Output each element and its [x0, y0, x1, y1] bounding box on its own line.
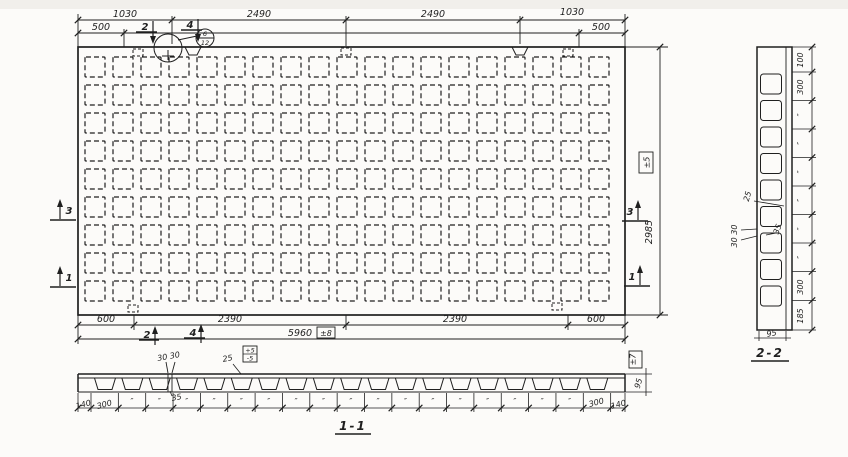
svg-text:1: 1 — [65, 273, 73, 284]
dim-100-s22: 100 — [796, 52, 805, 68]
coffer-cell — [477, 197, 497, 217]
plan-bottom-dimensions — [75, 314, 628, 345]
dim-140-left-s11: 140 — [74, 398, 92, 411]
dim-1030-left: 1030 — [112, 9, 138, 20]
coffer-cell — [141, 197, 161, 217]
coffer-cell — [589, 197, 609, 217]
dim-30-30-s11: 30 30 — [156, 350, 181, 363]
coffer-cell — [505, 169, 525, 189]
section-mark-3-left — [50, 199, 76, 220]
coffer-cell — [197, 281, 217, 301]
edge-marks — [128, 47, 573, 312]
coffer-cell — [365, 281, 385, 301]
coffer-cell — [281, 113, 301, 133]
section-mark-1-right — [624, 265, 650, 286]
coffer-cell — [337, 281, 357, 301]
tolerance-height: ±5 — [642, 156, 652, 169]
dim-2490-left: 2490 — [246, 9, 272, 20]
plan-top-dimensions — [75, 7, 628, 47]
section-2-2-title: 2-2 — [756, 346, 784, 360]
lifting-slot-top-left — [185, 47, 201, 55]
coffer-cell — [309, 253, 329, 273]
dim-600-right: 600 — [586, 314, 606, 325]
coffer-cell — [337, 113, 357, 133]
coffer-cell — [309, 113, 329, 133]
ditto-mark: ″ — [349, 397, 353, 406]
coffer-cell — [141, 57, 161, 77]
dim-2390-left: 2390 — [217, 314, 243, 325]
coffer-cell — [505, 141, 525, 161]
svg-text:3: 3 — [65, 206, 73, 217]
coffer-cell — [309, 169, 329, 189]
ditto-mark: ″ — [796, 170, 805, 174]
edge-mark-top-mid — [341, 48, 351, 55]
coffer-cell — [393, 253, 413, 273]
coffer-cell — [281, 57, 301, 77]
coffer-cell — [281, 141, 301, 161]
coffer-cell — [589, 113, 609, 133]
coffer-cell — [85, 225, 105, 245]
section-2-2 — [730, 44, 816, 361]
coffer-cell — [281, 85, 301, 105]
coffer-cell — [141, 169, 161, 189]
coffer-cell — [449, 253, 469, 273]
coffer-cell — [85, 85, 105, 105]
coffer-cell — [141, 113, 161, 133]
dim-500-left: 500 — [91, 22, 111, 33]
section-1-1-height-dim — [625, 351, 652, 396]
coffer-cell — [561, 57, 581, 77]
coffer-cell — [589, 225, 609, 245]
svg-text:1: 1 — [628, 272, 636, 283]
rib-void — [259, 378, 280, 390]
coffer-cell — [589, 85, 609, 105]
coffer-cell — [169, 197, 189, 217]
coffer-cell — [449, 85, 469, 105]
ditto-mark: ″ — [458, 397, 462, 406]
rib-void — [761, 74, 782, 94]
rib-void — [313, 378, 334, 390]
coffer-cell — [309, 225, 329, 245]
rib-void — [450, 378, 471, 390]
coffer-cell — [393, 57, 413, 77]
ditto-mark: ″ — [796, 141, 805, 145]
coffer-cell — [421, 253, 441, 273]
section-mark-4-bottom — [184, 324, 205, 343]
coffer-cell — [253, 141, 273, 161]
svg-text:2: 2 — [143, 330, 151, 341]
coffer-cell — [169, 113, 189, 133]
rib-void — [204, 378, 225, 390]
coffer-cell — [477, 85, 497, 105]
dim-95-height-s11: 95 — [632, 377, 645, 390]
coffer-cell — [337, 253, 357, 273]
coffer-cell — [113, 253, 133, 273]
dim-185-s22: 185 — [796, 308, 805, 324]
section-mark-2-top — [136, 21, 157, 44]
rib-void — [423, 378, 444, 390]
ditto-mark: ″ — [486, 397, 490, 406]
coffer-cell — [225, 197, 245, 217]
coffer-cell — [589, 141, 609, 161]
coffer-cell — [449, 281, 469, 301]
coffer-cell — [281, 197, 301, 217]
rib-void — [761, 207, 782, 227]
rib-void — [761, 101, 782, 121]
coffer-cell — [197, 253, 217, 273]
dim-300-left-s11: 300 — [95, 398, 113, 411]
coffer-cell — [365, 225, 385, 245]
coffer-cell — [337, 197, 357, 217]
rib-void — [761, 233, 782, 253]
tolerance-95: ±7 — [628, 353, 638, 366]
rib-void — [177, 378, 198, 390]
coffer-cell — [533, 85, 553, 105]
dim-300-right-s11: 300 — [587, 396, 605, 409]
coffer-cell — [533, 113, 553, 133]
rib-void — [95, 378, 116, 390]
rib-void — [761, 127, 782, 147]
coffer-cell — [477, 253, 497, 273]
coffer-cell — [561, 253, 581, 273]
section-1-1-dittos — [131, 397, 572, 406]
coffer-cell — [141, 253, 161, 273]
coffer-cell — [281, 169, 301, 189]
coffer-cell — [197, 169, 217, 189]
dim-35-slot-s22: 35 — [771, 222, 784, 236]
coffer-cell — [421, 169, 441, 189]
rib-void — [559, 378, 580, 390]
edge-mark-top-left — [133, 49, 143, 56]
lifting-slot-top-right — [512, 47, 528, 55]
coffer-cell — [393, 141, 413, 161]
rib-void — [368, 378, 389, 390]
ditto-mark: ″ — [431, 397, 435, 406]
coffer-cell — [113, 197, 133, 217]
coffer-cell — [477, 113, 497, 133]
coffer-cell — [253, 225, 273, 245]
coffer-cell — [225, 57, 245, 77]
ditto-mark: ″ — [294, 397, 298, 406]
coffer-cell — [85, 169, 105, 189]
coffer-cell — [505, 113, 525, 133]
rib-void — [231, 378, 252, 390]
ditto-mark: ″ — [185, 397, 189, 406]
dim-300-bottom-s22: 300 — [796, 279, 805, 295]
coffer-cell — [589, 169, 609, 189]
coffer-cell — [197, 57, 217, 77]
ditto-mark: ″ — [796, 227, 805, 231]
coffer-cell — [197, 141, 217, 161]
coffer-cell — [589, 281, 609, 301]
edge-mark-bottom-right — [552, 303, 562, 310]
coffer-cell — [449, 141, 469, 161]
coffer-cell — [281, 281, 301, 301]
rib-void — [477, 378, 498, 390]
ditto-mark: ″ — [540, 397, 544, 406]
coffer-cell — [561, 169, 581, 189]
coffer-cell — [113, 225, 133, 245]
svg-text:4: 4 — [189, 328, 197, 339]
coffer-cell — [113, 113, 133, 133]
coffer-cell — [197, 225, 217, 245]
coffer-cell — [393, 225, 413, 245]
svg-text:2: 2 — [141, 22, 149, 33]
tolerance-flange-plus: +5 — [245, 346, 255, 355]
rib-void — [761, 260, 782, 280]
coffer-cell — [561, 85, 581, 105]
callout-detail-number: 6 — [202, 30, 208, 38]
coffer-cell — [393, 113, 413, 133]
coffer-cell — [561, 113, 581, 133]
rib-void — [122, 378, 143, 390]
coffer-cell — [337, 225, 357, 245]
coffer-cell — [225, 253, 245, 273]
coffer-cell — [169, 225, 189, 245]
coffer-cell — [225, 85, 245, 105]
coffer-cell — [141, 225, 161, 245]
coffer-cell — [85, 281, 105, 301]
coffer-cell — [477, 281, 497, 301]
plan-coffer-grid — [85, 57, 609, 301]
coffer-cell — [281, 253, 301, 273]
rib-void — [532, 378, 553, 390]
section-1-1 — [75, 346, 652, 434]
coffer-cell — [85, 253, 105, 273]
coffer-cell — [113, 169, 133, 189]
rib-void — [395, 378, 416, 390]
coffer-cell — [197, 85, 217, 105]
coffer-cell — [421, 281, 441, 301]
dim-95-width-s22: 95 — [765, 328, 778, 339]
coffer-cell — [169, 141, 189, 161]
coffer-cell — [505, 57, 525, 77]
coffer-cell — [365, 253, 385, 273]
coffer-cell — [197, 113, 217, 133]
coffer-cell — [505, 197, 525, 217]
coffer-cell — [449, 57, 469, 77]
ditto-mark: ″ — [130, 397, 134, 406]
coffer-cell — [393, 169, 413, 189]
ditto-mark: ″ — [321, 397, 325, 406]
coffer-cell — [253, 85, 273, 105]
coffer-cell — [365, 197, 385, 217]
dim-500-right: 500 — [591, 22, 611, 33]
coffer-cell — [113, 141, 133, 161]
coffer-cell — [449, 113, 469, 133]
callout-sheet-number: 12 — [200, 39, 210, 47]
coffer-cell — [449, 197, 469, 217]
section-mark-3-right — [622, 200, 648, 221]
coffer-cell — [589, 253, 609, 273]
rib-void — [149, 378, 170, 390]
coffer-cell — [309, 281, 329, 301]
coffer-cell — [477, 57, 497, 77]
section-mark-1-left — [50, 266, 76, 287]
coffer-cell — [309, 141, 329, 161]
coffer-cell — [505, 253, 525, 273]
coffer-cell — [253, 169, 273, 189]
ditto-mark: ″ — [796, 113, 805, 117]
rib-void — [341, 378, 362, 390]
dim-25-flange-s11: 25 — [221, 353, 234, 364]
coffer-cell — [253, 57, 273, 77]
dim-5960-overall: 5960 — [287, 328, 313, 339]
coffer-cell — [393, 197, 413, 217]
edge-mark-top-right2 — [563, 49, 573, 56]
rib-void — [505, 378, 526, 390]
coffer-cell — [85, 141, 105, 161]
coffer-cell — [533, 57, 553, 77]
coffer-cell — [85, 113, 105, 133]
coffer-cell — [253, 113, 273, 133]
section-1-1-title: 1-1 — [339, 419, 367, 433]
coffer-cell — [561, 281, 581, 301]
coffer-cell — [169, 253, 189, 273]
coffer-cell — [449, 225, 469, 245]
coffer-cell — [421, 57, 441, 77]
section-2-2-voids — [761, 74, 782, 306]
coffer-cell — [169, 57, 189, 77]
coffer-cell — [225, 141, 245, 161]
dim-140-right-s11: 140 — [609, 398, 627, 411]
coffer-cell — [505, 85, 525, 105]
coffer-cell — [225, 113, 245, 133]
tolerance-length: ±8 — [320, 329, 332, 338]
dim-600-left: 600 — [96, 314, 116, 325]
coffer-cell — [365, 169, 385, 189]
coffer-cell — [169, 85, 189, 105]
section-1-1-voids — [95, 378, 608, 390]
coffer-cell — [589, 57, 609, 77]
coffer-cell — [225, 225, 245, 245]
dim-30-30-s22: 30 30 — [730, 224, 739, 248]
ditto-mark: ″ — [157, 397, 161, 406]
coffer-cell — [225, 169, 245, 189]
coffer-cell — [505, 281, 525, 301]
coffer-cell — [337, 141, 357, 161]
coffer-cell — [477, 225, 497, 245]
coffer-cell — [113, 85, 133, 105]
ditto-mark: ″ — [513, 397, 517, 406]
coffer-cell — [337, 85, 357, 105]
coffer-cell — [309, 57, 329, 77]
coffer-cell — [505, 225, 525, 245]
coffer-cell — [533, 169, 553, 189]
rib-void — [587, 378, 608, 390]
plan-outline — [78, 47, 625, 315]
ditto-mark: ″ — [239, 397, 243, 406]
ditto-mark: ″ — [404, 397, 408, 406]
rib-void — [286, 378, 307, 390]
coffer-cell — [561, 197, 581, 217]
coffer-cell — [85, 197, 105, 217]
coffer-cell — [533, 253, 553, 273]
coffer-cell — [309, 197, 329, 217]
rib-void — [761, 286, 782, 306]
coffer-cell — [561, 225, 581, 245]
dim-2390-right: 2390 — [442, 314, 468, 325]
rib-void — [761, 180, 782, 200]
coffer-cell — [113, 57, 133, 77]
dim-35-slot-s11: 35 — [170, 392, 183, 403]
coffer-cell — [421, 197, 441, 217]
ditto-mark: ″ — [796, 255, 805, 259]
rib-void — [761, 154, 782, 174]
coffer-cell — [393, 85, 413, 105]
ditto-mark: ″ — [267, 397, 271, 406]
ditto-mark: ″ — [796, 198, 805, 202]
coffer-cell — [421, 85, 441, 105]
svg-text:4: 4 — [186, 20, 194, 31]
coffer-cell — [393, 281, 413, 301]
ditto-mark: ″ — [212, 397, 216, 406]
coffer-cell — [477, 141, 497, 161]
coffer-cell — [141, 141, 161, 161]
ditto-mark: ″ — [376, 397, 380, 406]
coffer-cell — [141, 281, 161, 301]
coffer-cell — [365, 141, 385, 161]
dim-1030-right: 1030 — [559, 7, 585, 18]
coffer-cell — [253, 197, 273, 217]
coffer-cell — [421, 141, 441, 161]
coffer-cell — [337, 169, 357, 189]
coffer-cell — [533, 141, 553, 161]
detail-callout — [154, 29, 214, 62]
tolerance-flange-minus: -5 — [246, 354, 254, 363]
dim-2985-overall: 2985 — [644, 219, 655, 245]
callout-leader — [178, 36, 197, 40]
coffer-cell — [533, 225, 553, 245]
coffer-cell — [449, 169, 469, 189]
coffer-cell — [337, 57, 357, 77]
side-section-marks — [50, 199, 650, 287]
coffer-cell — [365, 85, 385, 105]
coffer-cell — [421, 113, 441, 133]
coffer-cell — [533, 281, 553, 301]
coffer-cell — [197, 197, 217, 217]
coffer-cell — [309, 85, 329, 105]
svg-text:3: 3 — [626, 207, 634, 218]
coffer-cell — [169, 169, 189, 189]
coffer-cell — [141, 85, 161, 105]
coffer-cell — [253, 253, 273, 273]
plan-view — [78, 29, 625, 315]
ditto-mark: ″ — [568, 397, 572, 406]
coffer-cell — [169, 281, 189, 301]
coffer-cell — [365, 57, 385, 77]
coffer-cell — [113, 281, 133, 301]
coffer-cell — [225, 281, 245, 301]
coffer-cell — [561, 141, 581, 161]
coffer-cell — [477, 169, 497, 189]
section-mark-2-bottom — [139, 326, 159, 345]
dim-25-flange-s22: 25 — [741, 190, 754, 203]
coffer-cell — [85, 57, 105, 77]
dim-300-top-s22: 300 — [796, 79, 805, 95]
coffer-cell — [365, 113, 385, 133]
coffer-cell — [281, 225, 301, 245]
dim-2490-right: 2490 — [420, 9, 446, 20]
coffer-cell — [533, 197, 553, 217]
edge-mark-bottom-left — [128, 305, 138, 312]
coffer-cell — [253, 281, 273, 301]
coffer-cell — [421, 225, 441, 245]
